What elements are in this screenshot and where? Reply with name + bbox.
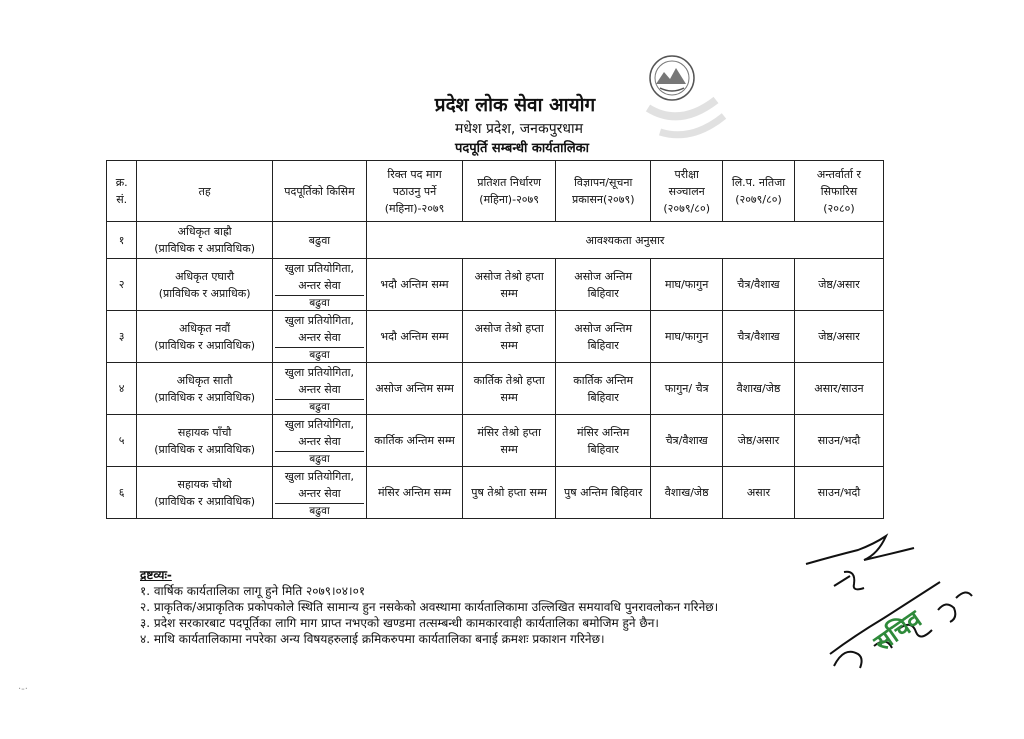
cell-serial: ५ (107, 415, 137, 467)
cell-fill-type (272, 415, 366, 467)
cell-percent-determination: असोज तेश्रो हप्ता सम्म (463, 259, 556, 311)
document-header (0, 92, 1024, 158)
cell-written-result: जेष्ठ/असार (723, 415, 795, 467)
cell-vacancy-request: कार्तिक अन्तिम सम्म (366, 415, 462, 467)
cell-advertisement: कार्तिक अन्तिम बिहिवार (556, 363, 651, 415)
header-fill-type: पदपूर्तिको किसिम (272, 161, 366, 222)
fill-type-open: खुला प्रतियोगिता, अन्तर सेवा (284, 418, 354, 448)
schedule-table (106, 160, 884, 519)
cell-percent-determination: पुष तेश्रो हप्ता सम्म (463, 467, 556, 519)
fill-type-promotion: बढुवा (275, 399, 364, 414)
cell-fill-type (272, 311, 366, 363)
fill-type-promotion: बढुवा (275, 503, 364, 518)
cell-advertisement: असोज अन्तिम बिहिवार (556, 259, 651, 311)
cell-serial: ६ (107, 467, 137, 519)
cell-written-result: असार (723, 467, 795, 519)
cell-interview: असार/साउन (794, 363, 883, 415)
cell-level: अधिकृत एघारौ (प्राविधिक र अप्राधिक) (137, 259, 273, 311)
handwritten-signature (794, 526, 984, 696)
note-item: २. प्राकृतिक/अप्राकृतिक प्रकोपकोले स्थिति सामान्य हुन नसकेको अवस्थामा कार्यतालिकामा उल्लिखित समयावधि पुनरावलोकन गरिनेछ। (140, 600, 719, 614)
table-row (107, 415, 884, 467)
cell-level: अधिकृत सातौ (प्राविधिक र अप्राविधिक) (137, 363, 273, 415)
cell-interview: साउन/भदौ (794, 415, 883, 467)
organization-name: प्रदेश लोक सेवा आयोग (434, 94, 596, 116)
cell-exam: फागुन/ चैत्र (651, 363, 723, 415)
header-serial: क्र. सं. (107, 161, 137, 222)
cell-vacancy-request: भदौ अन्तिम सम्म (366, 259, 462, 311)
cell-serial: ४ (107, 363, 137, 415)
organization-location: मधेश प्रदेश, जनकपुरधाम (455, 121, 583, 137)
cell-exam: माघ/फागुन (651, 259, 723, 311)
cell-percent-determination: मंसिर तेश्रो हप्ता सम्म (463, 415, 556, 467)
table-row (107, 363, 884, 415)
table-row (107, 259, 884, 311)
header-interview: अन्तर्वार्ता र सिफारिस (२०८०) (794, 161, 883, 222)
header-advertisement: विज्ञापन/सूचना प्रकासन(२०७९) (556, 161, 651, 222)
cell-fill-type (272, 363, 366, 415)
cell-interview: जेष्ठ/असार (794, 259, 883, 311)
cell-exam: वैशाख/जेष्ठ (651, 467, 723, 519)
fill-type-open: खुला प्रतियोगिता, अन्तर सेवा (284, 314, 354, 344)
note-item: ४. माथि कार्यतालिकामा नपरेका अन्य विषयहरुलाई क्रमिकरुपमा कार्यतालिका बनाई क्रमशः प्रकाशन गरिनेछ। (140, 632, 605, 646)
cell-serial: २ (107, 259, 137, 311)
header-written-result: लि.प. नतिजा (२०७९/८०) (723, 161, 795, 222)
cell-vacancy-request: भदौ अन्तिम सम्म (366, 311, 462, 363)
cell-level: सहायक चौथो (प्राविधिक र अप्राविधिक) (137, 467, 273, 519)
cell-level: सहायक पाँचौ (प्राविधिक र अप्राविधिक) (137, 415, 273, 467)
note-item: १. वार्षिक कार्यतालिका लागू हुने मिति २०७९।०४।०१ (140, 584, 366, 598)
scan-mark: ·-· (18, 684, 28, 695)
note-item: ३. प्रदेश सरकारबाट पदपूर्तिका लागि माग प्राप्त नभएको खण्डमा तत्सम्बन्धी कामकारवाही कार्यतालिका बमोजिम हुने छैन। (140, 616, 659, 630)
fill-type-open: खुला प्रतियोगिता, अन्तर सेवा (284, 366, 354, 396)
notes-heading: द्रष्टव्यः- (140, 568, 172, 582)
table-row (107, 311, 884, 363)
cell-advertisement: पुष अन्तिम बिहिवार (556, 467, 651, 519)
cell-vacancy-request: असोज अन्तिम सम्म (366, 363, 462, 415)
cell-fill-type: बढुवा (272, 222, 366, 259)
header-vacancy-request: रिक्त पद माग पठाउनु पर्ने (महिना)-२०७९ (366, 161, 462, 222)
fill-type-promotion: बढुवा (275, 451, 364, 466)
document-title: पदपूर्ति सम्बन्धी कार्यतालिका (454, 141, 590, 156)
table-row (107, 222, 884, 259)
secretary-stamp: सचिव (868, 604, 927, 658)
fill-type-open: खुला प्रतियोगिता, अन्तर सेवा (284, 470, 354, 500)
cell-fill-type (272, 467, 366, 519)
cell-serial: १ (107, 222, 137, 259)
cell-written-result: चैत्र/वैशाख (723, 311, 795, 363)
cell-level: अधिकृत बाह्रौ (प्राविधिक र अप्राविधिक) (137, 222, 273, 259)
fill-type-promotion: बढुवा (275, 295, 364, 310)
header-level: तह (137, 161, 273, 222)
cell-exam: चैत्र/वैशाख (651, 415, 723, 467)
fill-type-promotion: बढुवा (275, 347, 364, 362)
cell-serial: ३ (107, 311, 137, 363)
cell-percent-determination: असोज तेश्रो हप्ता सम्म (463, 311, 556, 363)
fill-type-open: खुला प्रतियोगिता, अन्तर सेवा (284, 262, 354, 292)
table-header-row (107, 161, 884, 222)
cell-exam: माघ/फागुन (651, 311, 723, 363)
cell-interview: जेष्ठ/असार (794, 311, 883, 363)
cell-advertisement: असोज अन्तिम बिहिवार (556, 311, 651, 363)
cell-level: अधिकृत नवौं (प्राविधिक र अप्राविधिक) (137, 311, 273, 363)
header-percent-determination: प्रतिशत निर्धारण (महिना)-२०७९ (463, 161, 556, 222)
cell-written-result: चैत्र/वैशाख (723, 259, 795, 311)
notes-section (140, 567, 718, 647)
header-exam: परीक्षा सञ्चालन (२०७९/८०) (651, 161, 723, 222)
cell-interview: साउन/भदौ (794, 467, 883, 519)
cell-vacancy-request: मंसिर अन्तिम सम्म (366, 467, 462, 519)
cell-percent-determination: कार्तिक तेश्रो हप्ता सम्म (463, 363, 556, 415)
cell-fill-type (272, 259, 366, 311)
cell-written-result: वैशाख/जेष्ठ (723, 363, 795, 415)
cell-advertisement: मंसिर अन्तिम बिहिवार (556, 415, 651, 467)
cell-as-needed: आवश्यकता अनुसार (366, 222, 883, 259)
table-row (107, 467, 884, 519)
